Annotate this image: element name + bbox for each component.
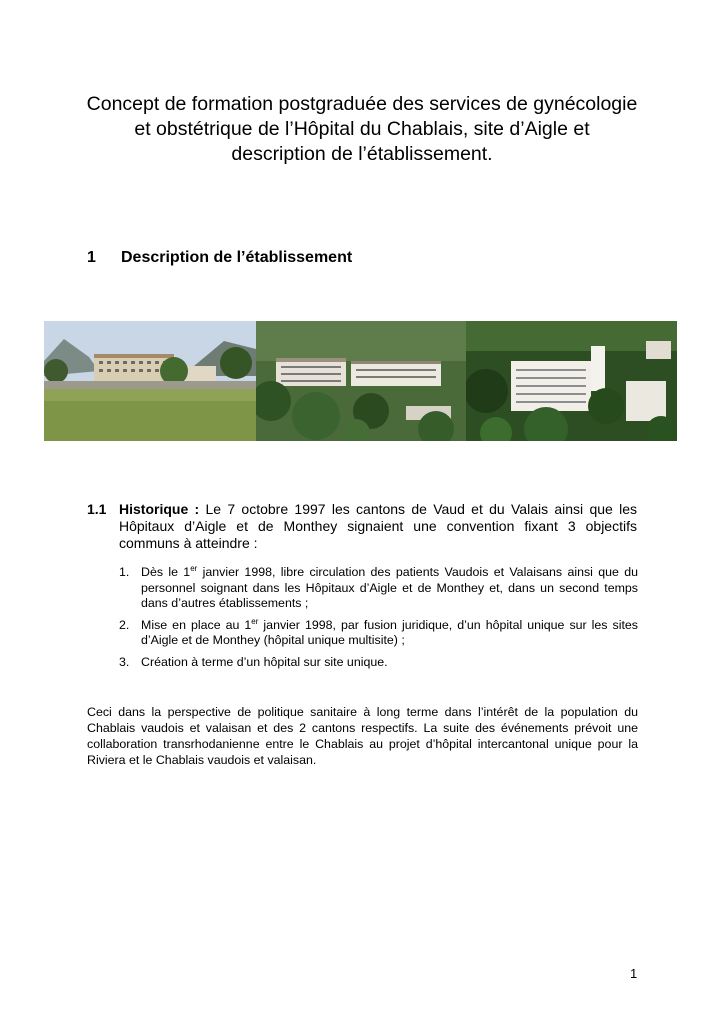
objectives-list [119, 565, 638, 676]
list-item-number: 1. [119, 565, 130, 579]
title-line-2: et obstétrique de l’Hôpital du Chablais, site d’Aigle et [134, 118, 590, 140]
title-line-1: Concept de formation postgraduée des services de gynécologie [86, 93, 638, 115]
subsection-number: 1.1 [87, 501, 107, 517]
hospital-photo-strip [44, 321, 677, 441]
subsection-text-rest: Hôpitaux d’Aigle et de Monthey signaient une convention fixant 3 objectifs communs à atteindre : [119, 518, 637, 551]
superscript: er [190, 563, 198, 573]
list-item-text-cont: janvier 1998, par fusion juridique, d’un hôpital unique sur les sites d’Aigle et de Monthey (hôpital unique multisite) ; [141, 617, 638, 647]
section-number: 1 [87, 249, 96, 266]
subsection-text-line1: Le 7 octobre 1997 les cantons de Vaud et du Valais ainsi que les [199, 501, 638, 517]
subsection-historique [87, 501, 637, 552]
list-item-text-cont: janvier 1998, libre circulation des patients Vaudois et Valaisans ainsi que du personnel soignant dans les Hôpitaux d’Aigle et de Monthey et, dans un second temps dans d’autres établissements ; [141, 565, 638, 610]
hospital-hillside-photo [256, 321, 466, 441]
superscript: er [251, 616, 259, 626]
subsection-label: Historique : [119, 501, 200, 517]
list-item-text: Dès le 1 [141, 565, 191, 579]
list-item-number: 3. [119, 654, 130, 669]
hospital-forest-photo [466, 321, 677, 441]
hospital-aigle-photo [44, 321, 256, 441]
body-paragraph: Ceci dans la perspective de politique sanitaire à long terme dans l’intérêt de la population du Chablais vaudois et valaisan et des 2 cantons respectifs. La suite des événements prévoit une collaboration transrhodanienne entre le Chablais au projet d’hôpital intercantonal unique pour la Riviera et le Chablais vaudois et valaisan. [87, 705, 638, 767]
list-item-text: Création à terme d’un hôpital sur site unique. [141, 654, 388, 669]
list-item-number: 2. [119, 617, 130, 632]
page-number: 1 [630, 966, 638, 981]
list-item-text: Mise en place au 1 [141, 617, 252, 632]
list-item [119, 655, 638, 671]
document-title [60, 92, 664, 167]
list-item [119, 618, 638, 649]
list-item [119, 565, 638, 612]
title-line-3: description de l’établissement. [231, 143, 493, 165]
subsection-body [119, 501, 637, 552]
section-title: Description de l’établissement [121, 249, 353, 266]
